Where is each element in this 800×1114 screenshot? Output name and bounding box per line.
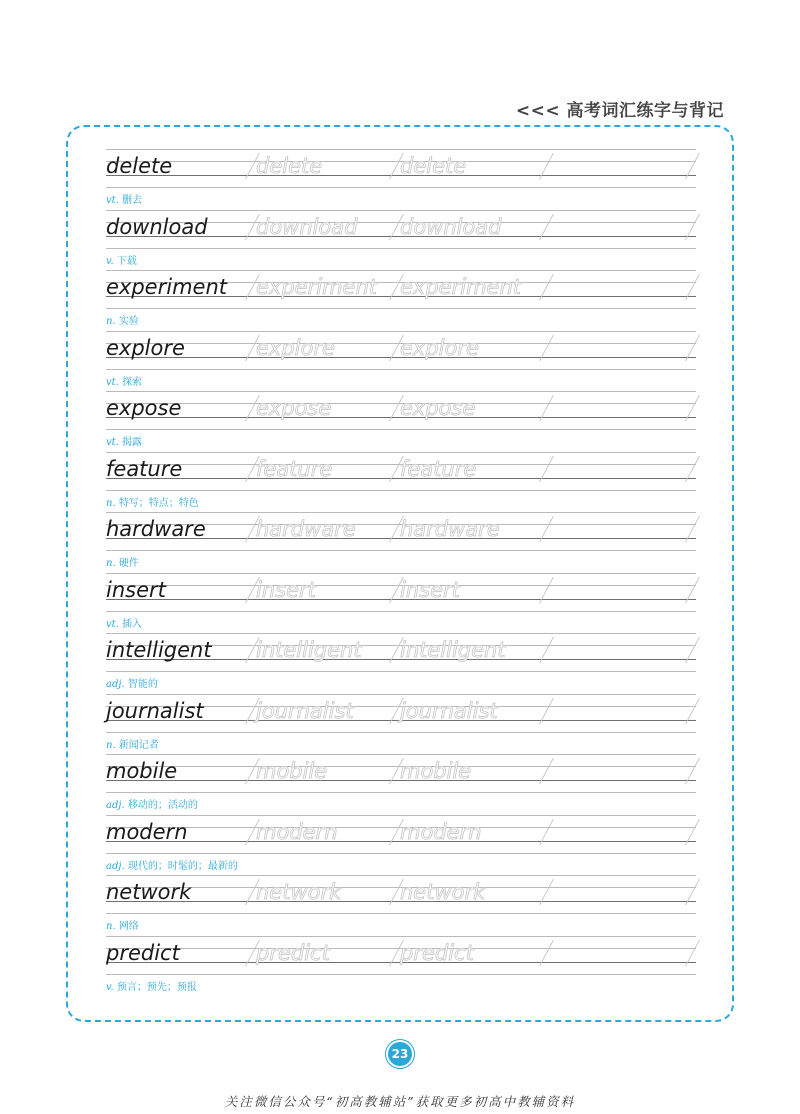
vocab-meaning — [106, 736, 159, 751]
vocab-meaning — [106, 373, 142, 388]
vocab-meaning — [106, 252, 137, 267]
vocab-word: modern — [106, 819, 188, 844]
vocab-word: predict — [106, 940, 180, 965]
vocab-meaning — [106, 554, 139, 569]
vocab-entry — [106, 448, 696, 509]
trace-word: hardware — [400, 517, 500, 541]
meaning-text: 实验 — [118, 316, 139, 327]
trace-word: delete — [400, 154, 467, 178]
part-of-speech: adj. — [106, 800, 125, 811]
page-header-title: <<< 高考词汇练字与背记 — [515, 101, 724, 121]
meaning-text: 预言；预先；预报 — [116, 981, 197, 993]
vocab-word: experiment — [106, 275, 227, 299]
vocab-word: insert — [106, 577, 166, 602]
vocab-word: mobile — [106, 759, 178, 783]
vocab-word: download — [106, 214, 208, 239]
trace-word: download — [256, 214, 358, 239]
part-of-speech: adj. — [106, 860, 125, 872]
trace-word: mobile — [256, 759, 328, 783]
meaning-text: 现代的；时髦的；最新的 — [127, 860, 238, 872]
part-of-speech: n. — [106, 739, 116, 751]
trace-word: insert — [400, 577, 460, 602]
trace-word: expose — [400, 396, 476, 420]
trace-word: mobile — [400, 759, 472, 783]
trace-word: modern — [256, 819, 338, 844]
vocab-entry — [106, 871, 696, 932]
vocab-meaning — [106, 675, 158, 690]
vocab-entry — [106, 508, 696, 569]
meaning-text: 移动的；活动的 — [127, 800, 198, 811]
vocab-entry — [106, 327, 696, 388]
meaning-text: 特写；特点；特色 — [118, 497, 199, 509]
trace-word: network — [256, 880, 342, 904]
vocab-entry — [106, 266, 696, 327]
vocab-meaning — [106, 494, 199, 509]
vocab-entry — [106, 932, 696, 993]
vocab-meaning — [106, 615, 142, 630]
vocab-entry — [106, 690, 696, 751]
page-number-badge: 23 — [388, 1042, 412, 1066]
vocab-entry — [106, 387, 696, 448]
vocab-meaning — [106, 312, 139, 327]
part-of-speech: n. — [106, 316, 116, 327]
trace-word: feature — [256, 456, 333, 481]
vocabulary-list — [106, 145, 696, 992]
vocab-entry — [106, 750, 696, 811]
vocab-word: explore — [106, 335, 185, 360]
trace-word: intelligent — [400, 638, 506, 662]
trace-word: feature — [400, 456, 477, 481]
part-of-speech: v. — [106, 255, 114, 267]
meaning-text: 删去 — [122, 195, 143, 206]
vocab-entry — [106, 206, 696, 267]
trace-word: modern — [400, 819, 482, 844]
trace-word: explore — [400, 335, 479, 360]
part-of-speech: vt. — [106, 195, 119, 206]
part-of-speech: n. — [106, 921, 116, 932]
trace-word: experiment — [400, 275, 521, 299]
trace-word: hardware — [256, 517, 356, 541]
vocab-entry — [106, 145, 696, 206]
meaning-text: 新闻记者 — [118, 739, 159, 751]
trace-word: delete — [256, 154, 323, 178]
vocab-meaning — [106, 191, 142, 206]
trace-word: network — [400, 880, 486, 904]
meaning-text: 下载 — [116, 255, 137, 267]
trace-word: journalist — [256, 698, 354, 723]
vocab-word: expose — [106, 396, 182, 420]
trace-word: experiment — [256, 275, 377, 299]
vocab-word: feature — [106, 456, 183, 481]
meaning-text: 探索 — [122, 376, 143, 388]
vocab-word: journalist — [106, 698, 204, 723]
vocab-entry — [106, 629, 696, 690]
vocab-entry — [106, 569, 696, 630]
trace-word: intelligent — [256, 638, 362, 662]
trace-word: insert — [256, 577, 316, 602]
trace-word: predict — [256, 940, 330, 965]
vocab-word: delete — [106, 154, 173, 178]
meaning-text: 智能的 — [127, 679, 158, 690]
footer-note: 关注微信公众号“初高教辅站”获取更多初高中教辅资料 — [224, 1094, 576, 1109]
trace-word: download — [400, 214, 502, 239]
meaning-text: 揭露 — [122, 437, 143, 448]
part-of-speech: v. — [106, 981, 114, 993]
vocab-meaning — [106, 433, 142, 448]
trace-word: journalist — [400, 698, 498, 723]
vocab-meaning — [106, 857, 238, 872]
meaning-text: 插入 — [122, 618, 143, 630]
part-of-speech: vt. — [106, 376, 119, 388]
vocab-meaning — [106, 978, 197, 993]
part-of-speech: adj. — [106, 679, 125, 690]
vocab-word: hardware — [106, 517, 206, 541]
part-of-speech: n. — [106, 558, 116, 569]
trace-word: predict — [400, 940, 474, 965]
meaning-text: 硬件 — [118, 558, 139, 569]
part-of-speech: vt. — [106, 437, 119, 448]
vocab-word: intelligent — [106, 638, 212, 662]
vocab-entry — [106, 811, 696, 872]
vocab-meaning — [106, 917, 139, 932]
trace-word: expose — [256, 396, 332, 420]
vocab-meaning — [106, 796, 198, 811]
part-of-speech: vt. — [106, 618, 119, 630]
vocab-word: network — [106, 880, 192, 904]
part-of-speech: n. — [106, 497, 116, 509]
meaning-text: 网络 — [118, 921, 139, 932]
trace-word: explore — [256, 335, 335, 360]
